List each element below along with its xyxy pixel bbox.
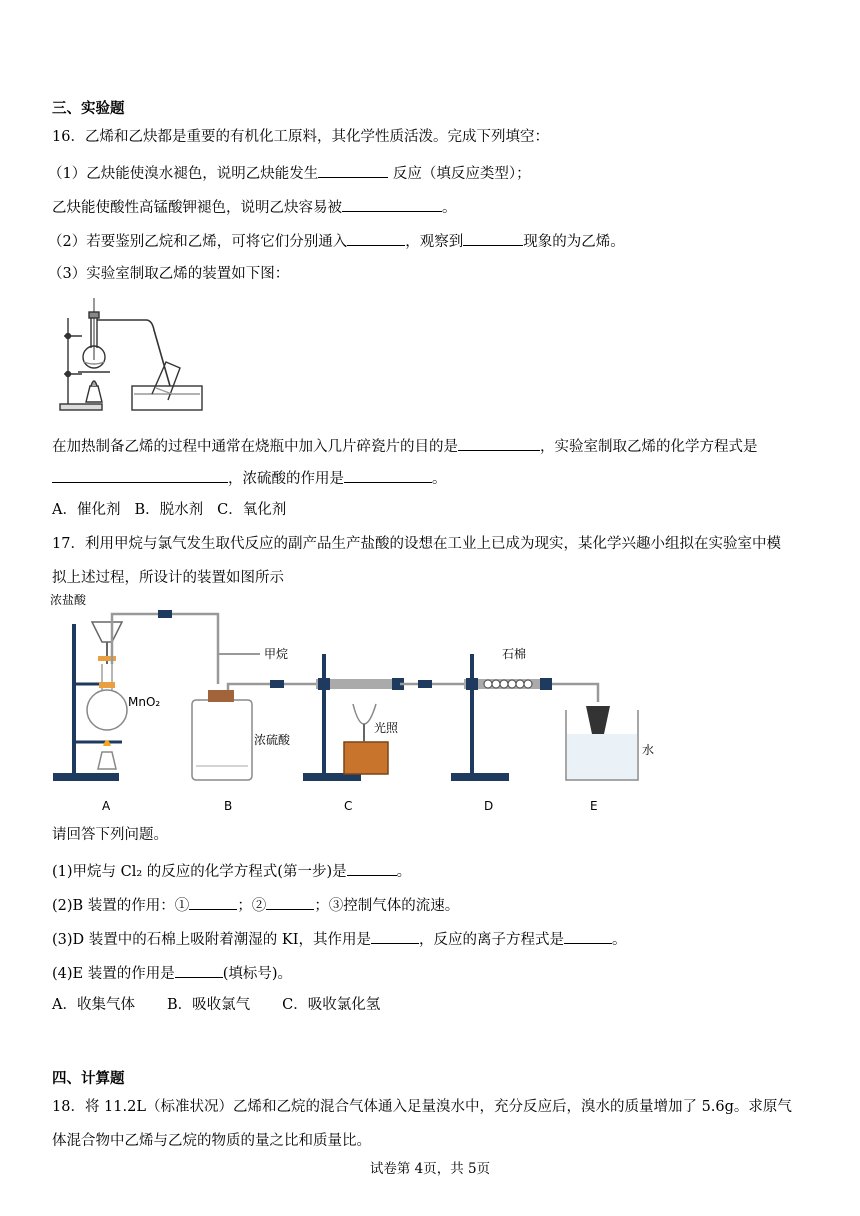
q18-line2: 体混合物中乙烯与乙烷的物质的量之比和质量比。	[52, 1133, 371, 1149]
answer-blank[interactable]	[189, 895, 237, 910]
label-light: 光照	[374, 721, 399, 735]
label-conc-h2so4: 浓硫酸	[254, 733, 291, 747]
q16-part1a: （1）乙炔能使溴水褪色，说明乙炔能发生 反应（填反应类型）；	[48, 163, 531, 183]
answer-blank[interactable]	[175, 963, 223, 978]
q18-line1: 18．将 11.2L（标准状况）乙烯和乙烷的混合气体通入足量溴水中，充分反应后，溴水的质量增加了 5.6g。求原气	[52, 1099, 792, 1115]
q17-sub4: (4)E 装置的作用是 (填标号)。	[52, 963, 292, 983]
option-b[interactable]: B．吸收氯气	[166, 997, 251, 1013]
section-heading-experiment: 三、实验题	[52, 100, 125, 117]
q16-stem: 16．乙烯和乙炔都是重要的有机化工原料，其化学性质活泼。完成下列填空：	[52, 129, 549, 145]
label-D: D	[484, 799, 494, 813]
answer-blank[interactable]	[342, 197, 442, 212]
q16-part4: 在加热制备乙烯的过程中通常在烧瓶中加入几片碎瓷片的目的是 ，实验室制取乙烯的化学方程式是	[52, 436, 758, 456]
answer-blank[interactable]	[347, 231, 405, 246]
label-mno2: MnO₂	[128, 695, 161, 709]
label-water: 水	[642, 743, 655, 757]
answer-blank[interactable]	[463, 231, 523, 246]
label-asbestos: 石棉	[502, 647, 527, 661]
answer-blank[interactable]	[371, 929, 419, 944]
answer-blank[interactable]	[318, 163, 388, 178]
q17-sub2: (2)B 装置的作用：① ；② ；③控制气体的流速。	[52, 895, 459, 915]
label-methane: 甲烷	[264, 647, 289, 661]
q16-part2: （2）若要鉴别乙烷和乙烯，可将它们分别通入 ，观察到 现象的为乙烯。	[48, 231, 625, 251]
option-c[interactable]: C．氧化剂	[217, 502, 287, 518]
label-E: E	[590, 799, 598, 813]
q16-part5: ，浓硫酸的作用是 。	[52, 468, 447, 488]
methane-chlorination-apparatus-figure	[48, 594, 668, 816]
q16-options	[52, 501, 286, 519]
q17-sub1: (1)甲烷与 Cl₂ 的反应的化学方程式(第一步)是 。	[52, 861, 411, 881]
q16-part1b: 乙炔能使酸性高锰酸钾褪色，说明乙炔容易被 。	[52, 197, 457, 217]
label-B: B	[224, 799, 233, 813]
q17-stem-line2: 拟上述过程，所设计的装置如图所示	[52, 570, 284, 586]
answer-blank[interactable]	[52, 468, 228, 483]
answer-blank[interactable]	[347, 861, 397, 876]
q17-intro: 请回答下列问题。	[52, 827, 168, 843]
answer-blank[interactable]	[564, 929, 612, 944]
answer-blank[interactable]	[458, 436, 540, 451]
label-conc-hcl: 浓盐酸	[50, 594, 87, 607]
option-c[interactable]: C．吸收氯化氢	[282, 997, 381, 1013]
answer-blank[interactable]	[344, 468, 432, 483]
q17-stem-line1: 17．利用甲烷与氯气发生取代反应的副产品生产盐酸的设想在工业上已成为现实，某化学兴趣小组拟在实验室中模	[52, 536, 781, 552]
page-footer: 试卷第 4页，共 5页	[369, 1161, 491, 1177]
label-A: A	[102, 799, 111, 813]
option-a[interactable]: A．催化剂	[52, 502, 121, 518]
q17-options	[52, 996, 380, 1014]
q17-sub3: (3)D 装置中的石棉上吸附着潮湿的 KI，其作用是 ，反应的离子方程式是 。	[52, 929, 626, 949]
ethylene-apparatus-figure	[56, 290, 206, 414]
answer-blank[interactable]	[266, 895, 314, 910]
option-a[interactable]: A．收集气体	[52, 997, 135, 1013]
section-heading-calculation: 四、计算题	[52, 1070, 125, 1087]
q16-part3: （3）实验室制取乙烯的装置如下图：	[48, 266, 290, 282]
option-b[interactable]: B．脱水剂	[134, 502, 204, 518]
label-C: C	[344, 799, 353, 813]
